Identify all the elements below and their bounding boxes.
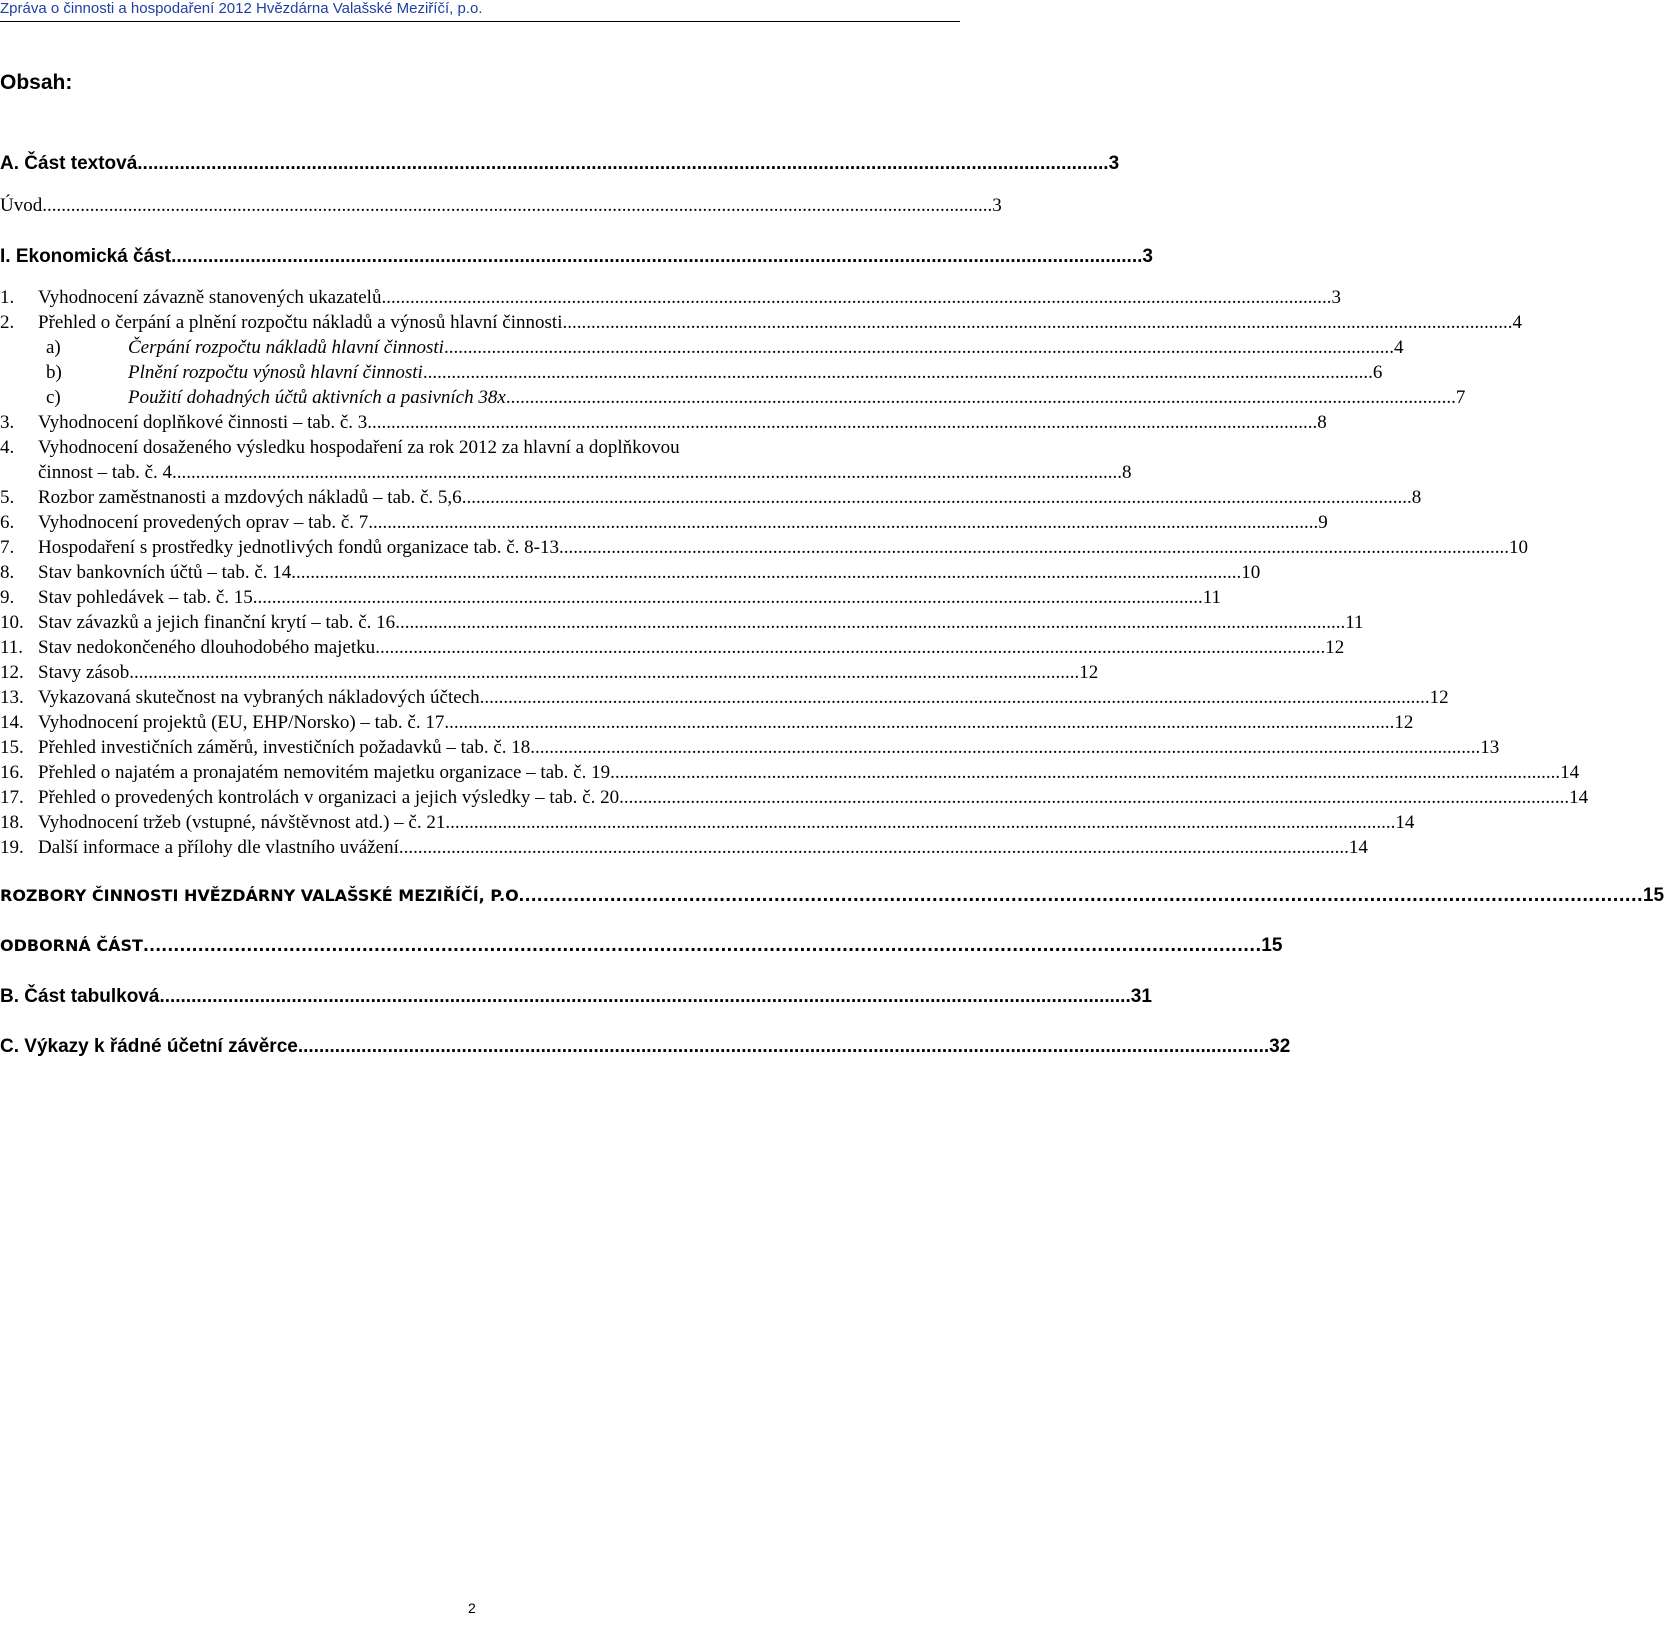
toc-entry-text: Rozbor zaměstnanosti a mzdových nákladů – tab. č. 5,6 xyxy=(38,487,462,508)
toc-entry-text: Vyhodnocení doplňkové činnosti – tab. č. 3 xyxy=(38,412,368,433)
toc-entry-page: 11 xyxy=(1202,587,1222,608)
toc-entry-text: Vyhodnocení závazně stanovených ukazatelů xyxy=(38,287,382,308)
toc-entry-page: 15 xyxy=(1261,935,1283,956)
toc-entry-page: 6 xyxy=(1372,362,1383,383)
toc-entry-text: Přehled investičních záměrů, investičních požadavků – tab. č. 18 xyxy=(38,737,531,758)
toc-entry-odborna-cast[interactable]: ODBORNÁ ČÁST ........................................................................................................................................................................................ 15 xyxy=(0,935,1283,956)
toc-entry-part-c[interactable]: C. Výkazy k řádné účetní závěrce ........................................................................................................................................................................................ 32 xyxy=(0,1036,1291,1057)
toc-entry-19[interactable]: 19. Další informace a přílohy dle vlastního uvážení ........................................................................................................................................................................................................ 14 xyxy=(0,837,1368,858)
toc-entry-text: Vyhodnocení tržeb (vstupné, návštěvnost atd.) – č. 21 xyxy=(38,812,446,833)
toc-entry-text: Stav nedokončeného dlouhodobého majetku xyxy=(38,637,376,658)
toc-entry-text: Plnění rozpočtu výnosů hlavní činnosti xyxy=(128,362,423,383)
toc-entry-15[interactable]: 15. Přehled investičních záměrů, investičních požadavků – tab. č. 18 ........................................................................................................................................................................................................ 13 xyxy=(0,737,1500,758)
toc-entry-9[interactable]: 9. Stav pohledávek – tab. č. 15 ........................................................................................................................................................................................................ 11 xyxy=(0,587,1222,608)
toc-entry-7[interactable]: 7. Hospodaření s prostředky jednotlivých fondů organizace tab. č. 8-13 ........................................................................................................................................................................................................ 10 xyxy=(0,537,1528,558)
toc-entry-part-a[interactable]: A. Část textová ........................................................................................................................................................................................ 3 xyxy=(0,153,1120,174)
toc-entry-13[interactable]: 13. Vykazovaná skutečnost na vybraných nákladových účtech ........................................................................................................................................................................................................ 12 xyxy=(0,687,1449,708)
toc-entry-number: 12. xyxy=(0,662,24,683)
toc-entry-text: ODBORNÁ ČÁST xyxy=(0,936,143,955)
toc-entry-text: Vykazovaná skutečnost na vybraných nákladových účtech xyxy=(38,687,480,708)
toc-entry-2c[interactable]: c) Použití dohadných účtů aktivních a pasivních 38x ........................................................................................................................................................................................................ 7 xyxy=(46,387,1466,408)
toc-entry-text: Stav bankovních účtů – tab. č. 14 xyxy=(38,562,292,583)
toc-entry-page: 11 xyxy=(1345,612,1364,633)
toc-entry-page: 12 xyxy=(1429,687,1449,708)
toc-entry-number: 7. xyxy=(0,537,15,558)
toc-entry-rozbory[interactable]: ROZBORY ČINNOSTI HVĚZDÁRNY VALAŠSKÉ MEZIŘÍČÍ, P.O. ........................................................................................................................................................................................ 15 xyxy=(0,885,1664,906)
toc-entry-text: Další informace a přílohy dle vlastního uvážení xyxy=(38,837,399,858)
toc-entry-5[interactable]: 5. Rozbor zaměstnanosti a mzdových nákladů – tab. č. 5,6 ........................................................................................................................................................................................................ 8 xyxy=(0,487,1422,508)
toc-entry-2a[interactable]: a) Čerpání rozpočtu nákladů hlavní činnosti ........................................................................................................................................................................................................ 4 xyxy=(46,337,1404,358)
toc-entry-page: 3 xyxy=(992,195,1002,216)
toc-entry-part-b[interactable]: B. Část tabulková ........................................................................................................................................................................................ 31 xyxy=(0,986,1152,1007)
toc-entry-number: 11. xyxy=(0,637,24,658)
toc-entry-page: 12 xyxy=(1394,712,1414,733)
toc-entry-number: a) xyxy=(46,337,61,358)
toc-entry-number: 2. xyxy=(0,312,15,333)
toc-entry-page: 15 xyxy=(1642,885,1664,906)
toc-entry-page: 32 xyxy=(1269,1036,1291,1057)
toc-entry-text: Přehled o provedených kontrolách v organizaci a jejich výsledky – tab. č. 20 xyxy=(38,787,620,808)
toc-entry-1[interactable]: 1. Vyhodnocení závazně stanovených ukazatelů ........................................................................................................................................................................................................ 3 xyxy=(0,287,1341,308)
toc-entry-text: I. Ekonomická část xyxy=(0,246,172,267)
toc-entry-12[interactable]: 12. Stavy zásob ........................................................................................................................................................................................................ 12 xyxy=(0,662,1099,683)
toc-entry-14[interactable]: 14. Vyhodnocení projektů (EU, EHP/Norsko) – tab. č. 17 ........................................................................................................................................................................................................ 12 xyxy=(0,712,1414,733)
toc-entry-text: Stav závazků a jejich finanční krytí – tab. č. 16 xyxy=(38,612,396,633)
toc-entry-6[interactable]: 6. Vyhodnocení provedených oprav – tab. č. 7 ........................................................................................................................................................................................................ 9 xyxy=(0,512,1328,533)
toc-entry-text: B. Část tabulková xyxy=(0,986,160,1007)
toc-entry-number: c) xyxy=(46,387,61,408)
toc-entry-text: C. Výkazy k řádné účetní závěrce xyxy=(0,1036,298,1057)
toc-entry-number: 1. xyxy=(0,287,15,308)
toc-entry-18[interactable]: 18. Vyhodnocení tržeb (vstupné, návštěvnost atd.) – č. 21 ........................................................................................................................................................................................................ 14 xyxy=(0,812,1415,833)
toc-entry-text: ROZBORY ČINNOSTI HVĚZDÁRNY VALAŠSKÉ MEZIŘÍČÍ, P.O. xyxy=(0,886,525,905)
toc-entry-page: 13 xyxy=(1480,737,1500,758)
toc-entry-text: Úvod xyxy=(0,195,43,216)
toc-entry-11[interactable]: 11. Stav nedokončeného dlouhodobého majetku ........................................................................................................................................................................................................ 12 xyxy=(0,637,1345,658)
toc-entry-4-line-2[interactable]: činnost – tab. č. 4 ........................................................................................................................................................................................................ 8 xyxy=(38,462,1132,483)
toc-entry-17[interactable]: 17. Přehled o provedených kontrolách v organizaci a jejich výsledky – tab. č. 20 ........................................................................................................................................................................................................ 14 xyxy=(0,787,1589,808)
toc-entry-number: 5. xyxy=(0,487,15,508)
toc-entry-text: Vyhodnocení projektů (EU, EHP/Norsko) – tab. č. 17 xyxy=(38,712,445,733)
toc-entry-page: 14 xyxy=(1560,762,1580,783)
toc-entry-number: 3. xyxy=(0,412,15,433)
toc-entry-2[interactable]: 2. Přehled o čerpání a plnění rozpočtu nákladů a výnosů hlavní činnosti ........................................................................................................................................................................................................ 4 xyxy=(0,312,1522,333)
toc-entry-number: 17. xyxy=(0,787,24,808)
toc-entry-number: 14. xyxy=(0,712,24,733)
toc-title: Obsah: xyxy=(0,71,73,94)
toc-entry-number: 19. xyxy=(0,837,24,858)
toc-entry-number: b) xyxy=(46,362,62,383)
toc-entry-ekonomicka-cast[interactable]: I. Ekonomická část ........................................................................................................................................................................................ 3 xyxy=(0,246,1153,267)
toc-entry-page: 14 xyxy=(1348,837,1368,858)
toc-entry-page: 14 xyxy=(1569,787,1589,808)
toc-entry-page: 3 xyxy=(1108,153,1120,174)
toc-entry-number: 18. xyxy=(0,812,24,833)
toc-entry-text: Přehled o najatém a pronajatém nemovitém majetku organizace – tab. č. 19 xyxy=(38,762,611,783)
toc-entry-page: 10 xyxy=(1508,537,1528,558)
toc-entry-number: 13. xyxy=(0,687,24,708)
toc-entry-text: Použití dohadných účtů aktivních a pasivních 38x xyxy=(128,387,506,408)
toc-entry-text: Vyhodnocení dosaženého výsledku hospodaření za rok 2012 za hlavní a doplňkovou xyxy=(38,437,680,458)
toc-entry-page: 4 xyxy=(1512,312,1522,333)
toc-entry-number: 15. xyxy=(0,737,24,758)
toc-entry-page: 14 xyxy=(1395,812,1415,833)
toc-entry-number: 6. xyxy=(0,512,15,533)
toc-entry-text: Stav pohledávek – tab. č. 15 xyxy=(38,587,253,608)
toc-entry-number: 9. xyxy=(0,587,15,608)
toc-entry-page: 4 xyxy=(1393,337,1404,358)
toc-entry-text: Hospodaření s prostředky jednotlivých fondů organizace tab. č. 8-13 xyxy=(38,537,559,558)
toc-entry-text: Stavy zásob xyxy=(38,662,130,683)
toc-entry-page: 9 xyxy=(1318,512,1328,533)
toc-entry-page: 12 xyxy=(1325,637,1345,658)
toc-entry-number: 10. xyxy=(0,612,24,633)
toc-entry-page: 8 xyxy=(1122,462,1132,483)
toc-entry-page: 3 xyxy=(1331,287,1341,308)
toc-entry-text: Přehled o čerpání a plnění rozpočtu nákladů a výnosů hlavní činnosti xyxy=(38,312,563,333)
toc-entry-page: 12 xyxy=(1079,662,1099,683)
toc-entry-number: 8. xyxy=(0,562,15,583)
toc-entry-page: 8 xyxy=(1411,487,1422,508)
running-header: Zpráva o činnosti a hospodaření 2012 Hvězdárna Valašské Meziříčí, p.o. xyxy=(0,0,960,22)
toc-entry-2b[interactable]: b) Plnění rozpočtu výnosů hlavní činnosti ........................................................................................................................................................................................................ 6 xyxy=(46,362,1383,383)
page-number: 2 xyxy=(468,1600,476,1616)
toc-entry-page: 31 xyxy=(1130,986,1152,1007)
toc-entry-text: A. Část textová xyxy=(0,153,138,174)
toc-entry-text-continued: činnost – tab. č. 4 xyxy=(38,462,173,483)
toc-entry-page: 8 xyxy=(1317,412,1327,433)
toc-entry-number: 4. xyxy=(0,437,15,458)
toc-entry-text: Čerpání rozpočtu nákladů hlavní činnosti xyxy=(128,337,444,358)
toc-entry-text: Vyhodnocení provedených oprav – tab. č. 7 xyxy=(38,512,369,533)
toc-entry-uvod[interactable]: Úvod ........................................................................................................................................................................................................ 3 xyxy=(0,195,1002,216)
toc-entry-page: 7 xyxy=(1455,387,1466,408)
toc-entry-3[interactable]: 3. Vyhodnocení doplňkové činnosti – tab. č. 3 ........................................................................................................................................................................................................ 8 xyxy=(0,412,1327,433)
toc-entry-10[interactable]: 10. Stav závazků a jejich finanční krytí – tab. č. 16 ........................................................................................................................................................................................................ 11 xyxy=(0,612,1364,633)
toc-entry-page: 3 xyxy=(1142,246,1153,267)
toc-entry-4-line-1[interactable] xyxy=(0,436,900,460)
toc-entry-page: 10 xyxy=(1241,562,1261,583)
toc-entry-16[interactable]: 16. Přehled o najatém a pronajatém nemovitém majetku organizace – tab. č. 19 ........................................................................................................................................................................................................ 14 xyxy=(0,762,1580,783)
toc-entry-number: 16. xyxy=(0,762,24,783)
toc-entry-8[interactable]: 8. Stav bankovních účtů – tab. č. 14 ........................................................................................................................................................................................................ 10 xyxy=(0,562,1261,583)
